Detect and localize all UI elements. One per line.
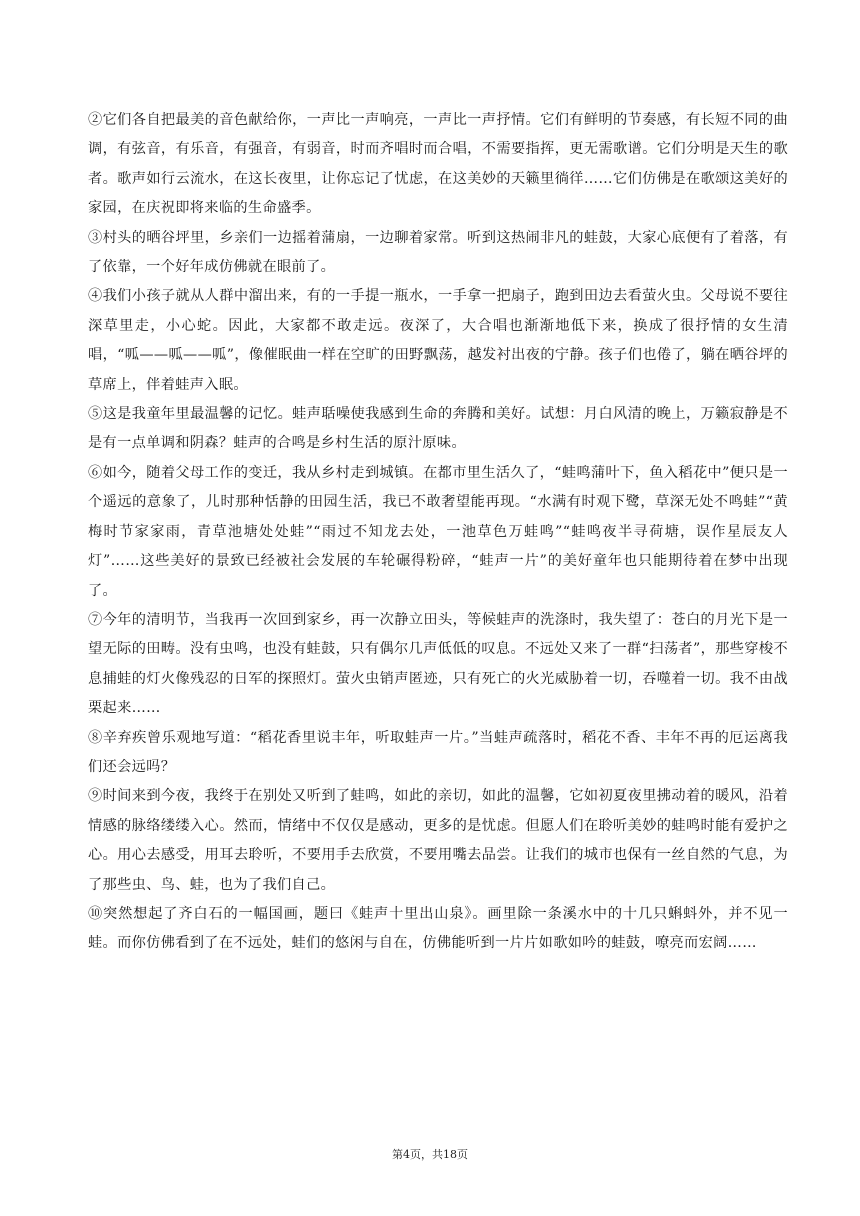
paragraph-7: ⑦今年的清明节，当我再一次回到家乡，再一次静立田头，等候蛙声的洗涤时，我失望了：苍白的月光下是一望无际的田畴。没有虫鸣，也没有蛙鼓，只有偶尔几声低低的叹息。不远处又来了一群“扫荡者”，那些穿梭不息捕蛙的灯火像残忍的日军的探照灯。萤火虫销声匿迹，只有死亡的火光威胁着一切，吞噬着一切。我不由战栗起来…… — [88, 611, 788, 717]
paragraph-5: ⑤这是我童年里最温馨的记忆。蛙声聒噪使我感到生命的奔腾和美好。试想：月白风清的晚上，万籁寂静是不是有一点单调和阴森？蛙声的合鸣是乡村生活的原汁原味。 — [88, 406, 788, 452]
paragraph-8: ⑧辛弃疾曾乐观地写道：“稻花香里说丰年，听取蛙声一片。”当蛙声疏落时，稻花不香、丰年不再的厄运离我们还会远吗？ — [88, 729, 788, 775]
paragraph-6: ⑥如今，随着父母工作的变迁，我从乡村走到城镇。在都市里生活久了，“蛙鸣蒲叶下，鱼入稻花中”便只是一个遥远的意象了，儿时那种恬静的田园生活，我已不敢奢望能再现。“水满有时观下鹭，草深无处不鸣蛙”“黄梅时节家家雨，青草池塘处处蛙”“雨过不知龙去处，一池草色万蛙鸣”“蛙鸣夜半寻荷塘，误作星辰友人灯”……这些美好的景致已经被社会发展的车轮碾得粉碎，“蛙声一片”的美好童年也只能期待着在梦中出现了。 — [88, 464, 788, 599]
paragraph-10: ⑩突然想起了齐白石的一幅国画，题曰《蛙声十里出山泉》。画里除一条溪水中的十几只蝌蚪外，并不见一蛙。而你仿佛看到了在不远处，蛙们的悠闲与自在，仿佛能听到一片片如歌如吟的蛙鼓，嘹亮而宏阔…… — [88, 905, 788, 952]
page-number: 第4页，共18页 — [392, 1148, 468, 1161]
paragraph-2: ②它们各自把最美的音色献给你，一声比一声响亮，一声比一声抒情。它们有鲜明的节奏感，有长短不同的曲调，有弦音，有乐音，有强音，有弱音，时而齐唱时而合唱，不需要指挥，更无需歌谱。它们分明是天生的歌者。歌声如行云流水，在这长夜里，让你忘记了忧虑，在这美妙的天籁里徜徉……它们仿佛是在歌颂这美好的家园，在庆祝即将来临的生命盛季。 — [88, 112, 788, 217]
paragraph-9: ⑨时间来到今夜，我终于在别处又听到了蛙鸣，如此的亲切，如此的温馨，它如初夏夜里拂动着的暖风，沿着情感的脉络缕缕入心。然而，情绪中不仅仅是感动，更多的是忧虑。但愿人们在聆听美妙的蛙鸣时能有爱护之心。用心去感受，用耳去聆听，不要用手去欣赏，不要用嘴去品尝。让我们的城市也保有一丝自然的气息，为了那些虫、鸟、蛙，也为了我们自己。 — [88, 788, 788, 893]
article-body — [88, 106, 788, 959]
paragraph-3: ③村头的晒谷坪里，乡亲们一边摇着蒲扇，一边聊着家常。听到这热闹非凡的蛙鼓，大家心底便有了着落，有了依靠，一个好年成仿佛就在眼前了。 — [88, 229, 788, 276]
paragraph-4: ④我们小孩子就从人群中溜出来，有的一手提一瓶水，一手拿一把扇子，跑到田边去看萤火虫。父母说不要往深草里走，小心蛇。因此，大家都不敢走远。夜深了，大合唱也渐渐地低下来，换成了很抒情的女生清唱，“呱——呱——呱”，像催眠曲一样在空旷的田野飘荡，越发衬出夜的宁静。孩子们也倦了，躺在晒谷坪的草席上，伴着蛙声入眠。 — [88, 288, 788, 393]
